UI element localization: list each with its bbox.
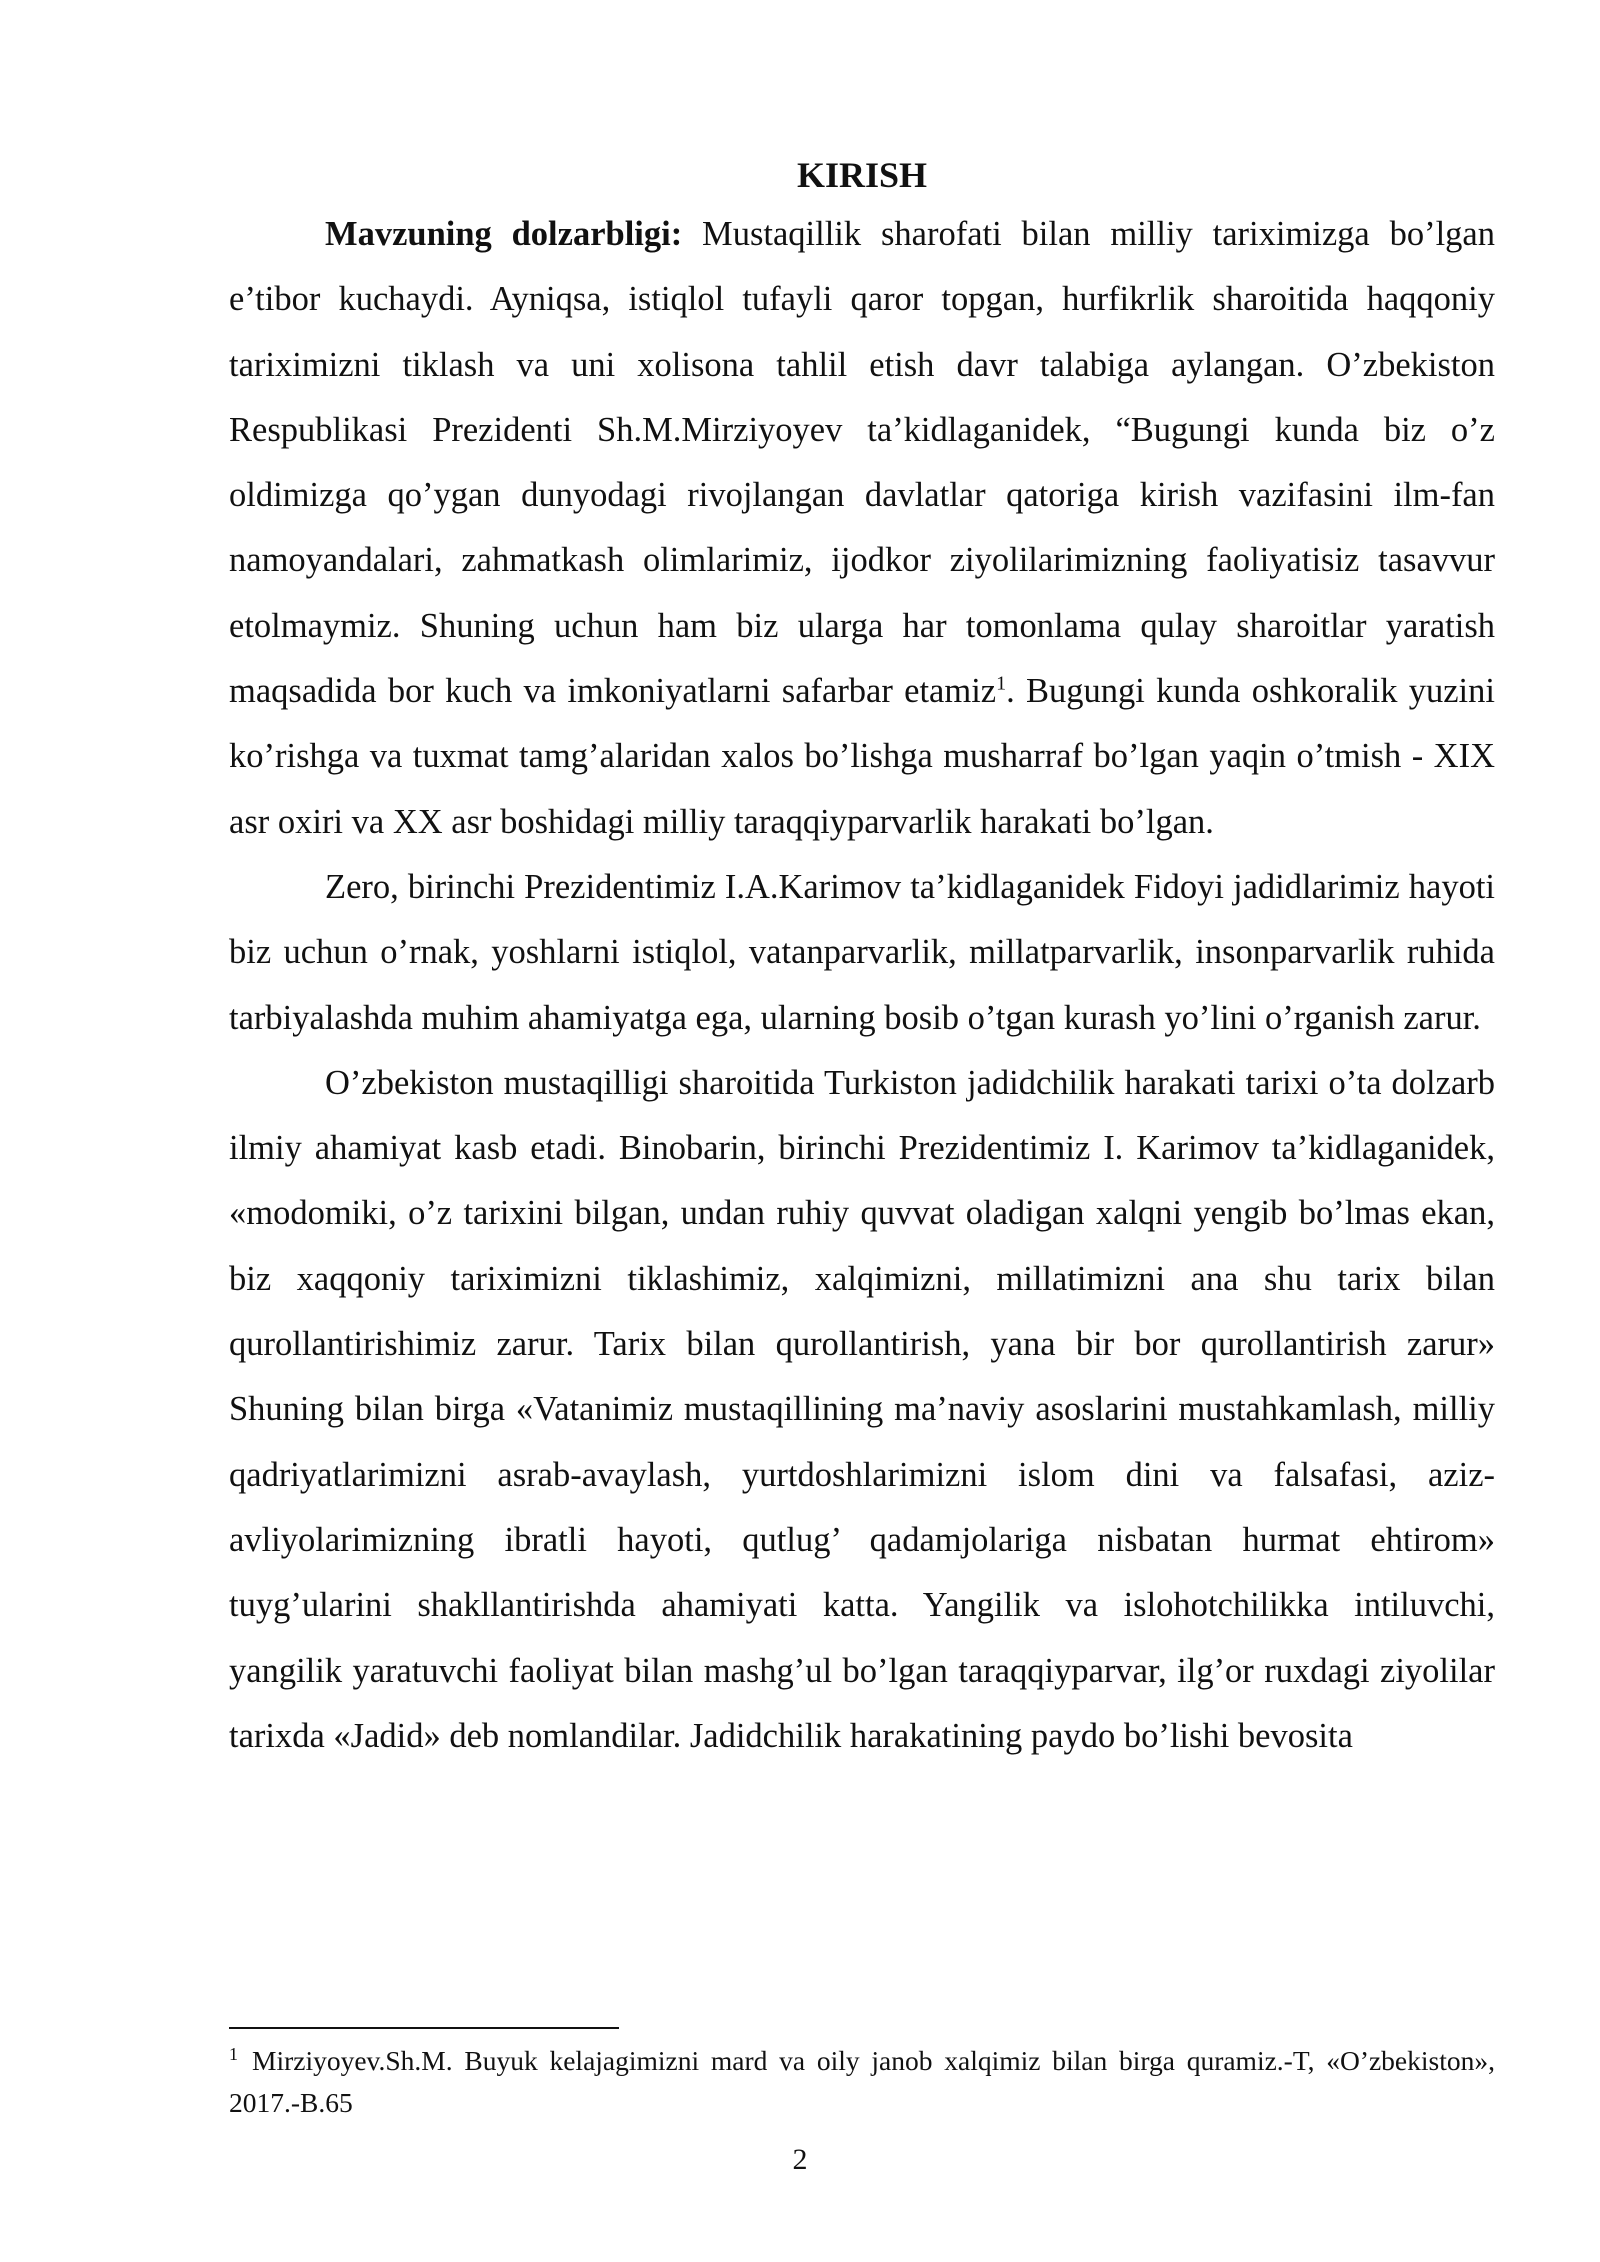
footnote-text: Mirziyoyev.Sh.M. Buyuk kelajagimizni mard va oily janob xalqimiz bilan birga quramiz.-T, «O’zbekiston», 2017.-B.65 (229, 2045, 1495, 2118)
body-text (229, 148, 1495, 1769)
footnote-marker: 1 (229, 2043, 238, 2064)
footnote (229, 2040, 1495, 2124)
paragraph-lead: Mavzuning dolzarbligi: (325, 215, 683, 253)
section-heading: KIRISH (796, 155, 928, 195)
footnote-reference[interactable]: 1 (996, 672, 1007, 695)
paragraph-relevance (229, 202, 1495, 855)
paragraph-text-part: . Bugungi kunda oshkoralik yuzini ko’rishga va tuxmat tamg’alaridan xalos bo’lishga musharraf bo’lgan yaqin o’tmish - XIX asr oxiri va XX asr boshidagi milliy taraqqiyparvarlik harakati bo’lgan. (229, 672, 1495, 841)
paragraph-text-part: Mustaqillik sharofati bilan milliy tariximizga bo’lgan e’tibor kuchaydi. Ayniqsa, istiqlol tufayli qaror topgan, hurfikrlik sharoitida haqqoniy tariximizni tiklash va uni xolisona tahlil etish davr talabiga aylangan. O’zbekiston Respublikasi Prezidenti Sh.M.Mirziyoyev ta’kidlaganidek, “Bugungi kunda biz o’z oldimizga qo’ygan dunyodagi rivojlangan davlatlar qatoriga kirish vazifasini ilm-fan namoyandalari, zahmatkash olimlarimiz, ijodkor ziyolilarimizning faoliyatisiz tasavvur etolmaymiz. Shuning uchun ham biz ularga har tomonlama qulay sharoitlar yaratish maqsadida bor kuch va imkoniyatlarni safarbar etamiz (229, 215, 1495, 711)
page-number: 2 (792, 2143, 808, 2176)
paragraph-karimov-quote: Zero, birinchi Prezidentimiz I.A.Karimov ta’kidlaganidek Fidoyi jadidlarimiz hayoti biz uchun o’rnak, yoshlarni istiqlol, vatanparvarlik, millatparvarlik, insonparvarlik ruhida tarbiyalashda muhim ahamiyatga ega, ularning bosib o’tgan kurash yo’lini o’rganish zarur. (229, 867, 1495, 1037)
paragraph-jadidism: O’zbekiston mustaqilligi sharoitida Turkiston jadidchilik harakati tarixi o’ta dolzarb ilmiy ahamiyat kasb etadi. Binobarin, birinchi Prezidentimiz I. Karimov ta’kidlaganidek, «modomiki, o’z tarixini bilgan, undan ruhiy quvvat oladigan xalqni yengib bo’lmas ekan, biz xaqqoniy tariximizni tiklashimiz, xalqimizni, millatimizni ana shu tarix bilan qurollantirishimiz zarur. Tarix bilan qurollantirish, yana bir bor qurollantirish zarur» Shuning bilan birga «Vatanimiz mustaqillining ma’naviy asoslarini mustahkamlash, milliy qadriyatlarimizni asrab-avaylash, yurtdoshlarimizni islom dini va falsafasi, aziz-avliyolarimizning ibratli hayoti, qutlug’ qadamjolariga nisbatan hurmat ehtirom» tuyg’ularini shakllantirishda ahamiyati katta. Yangilik va islohotchilikka intiluvchi, yangilik yaratuvchi faoliyat bilan mashg’ul bo’lgan taraqqiyparvar, ilg’or ruxdagi ziyolilar tarixda «Jadid» deb nomlandilar. Jadidchilik harakatining paydo bo’lishi bevosita (229, 1063, 1495, 1755)
footnote-separator (229, 2027, 619, 2029)
